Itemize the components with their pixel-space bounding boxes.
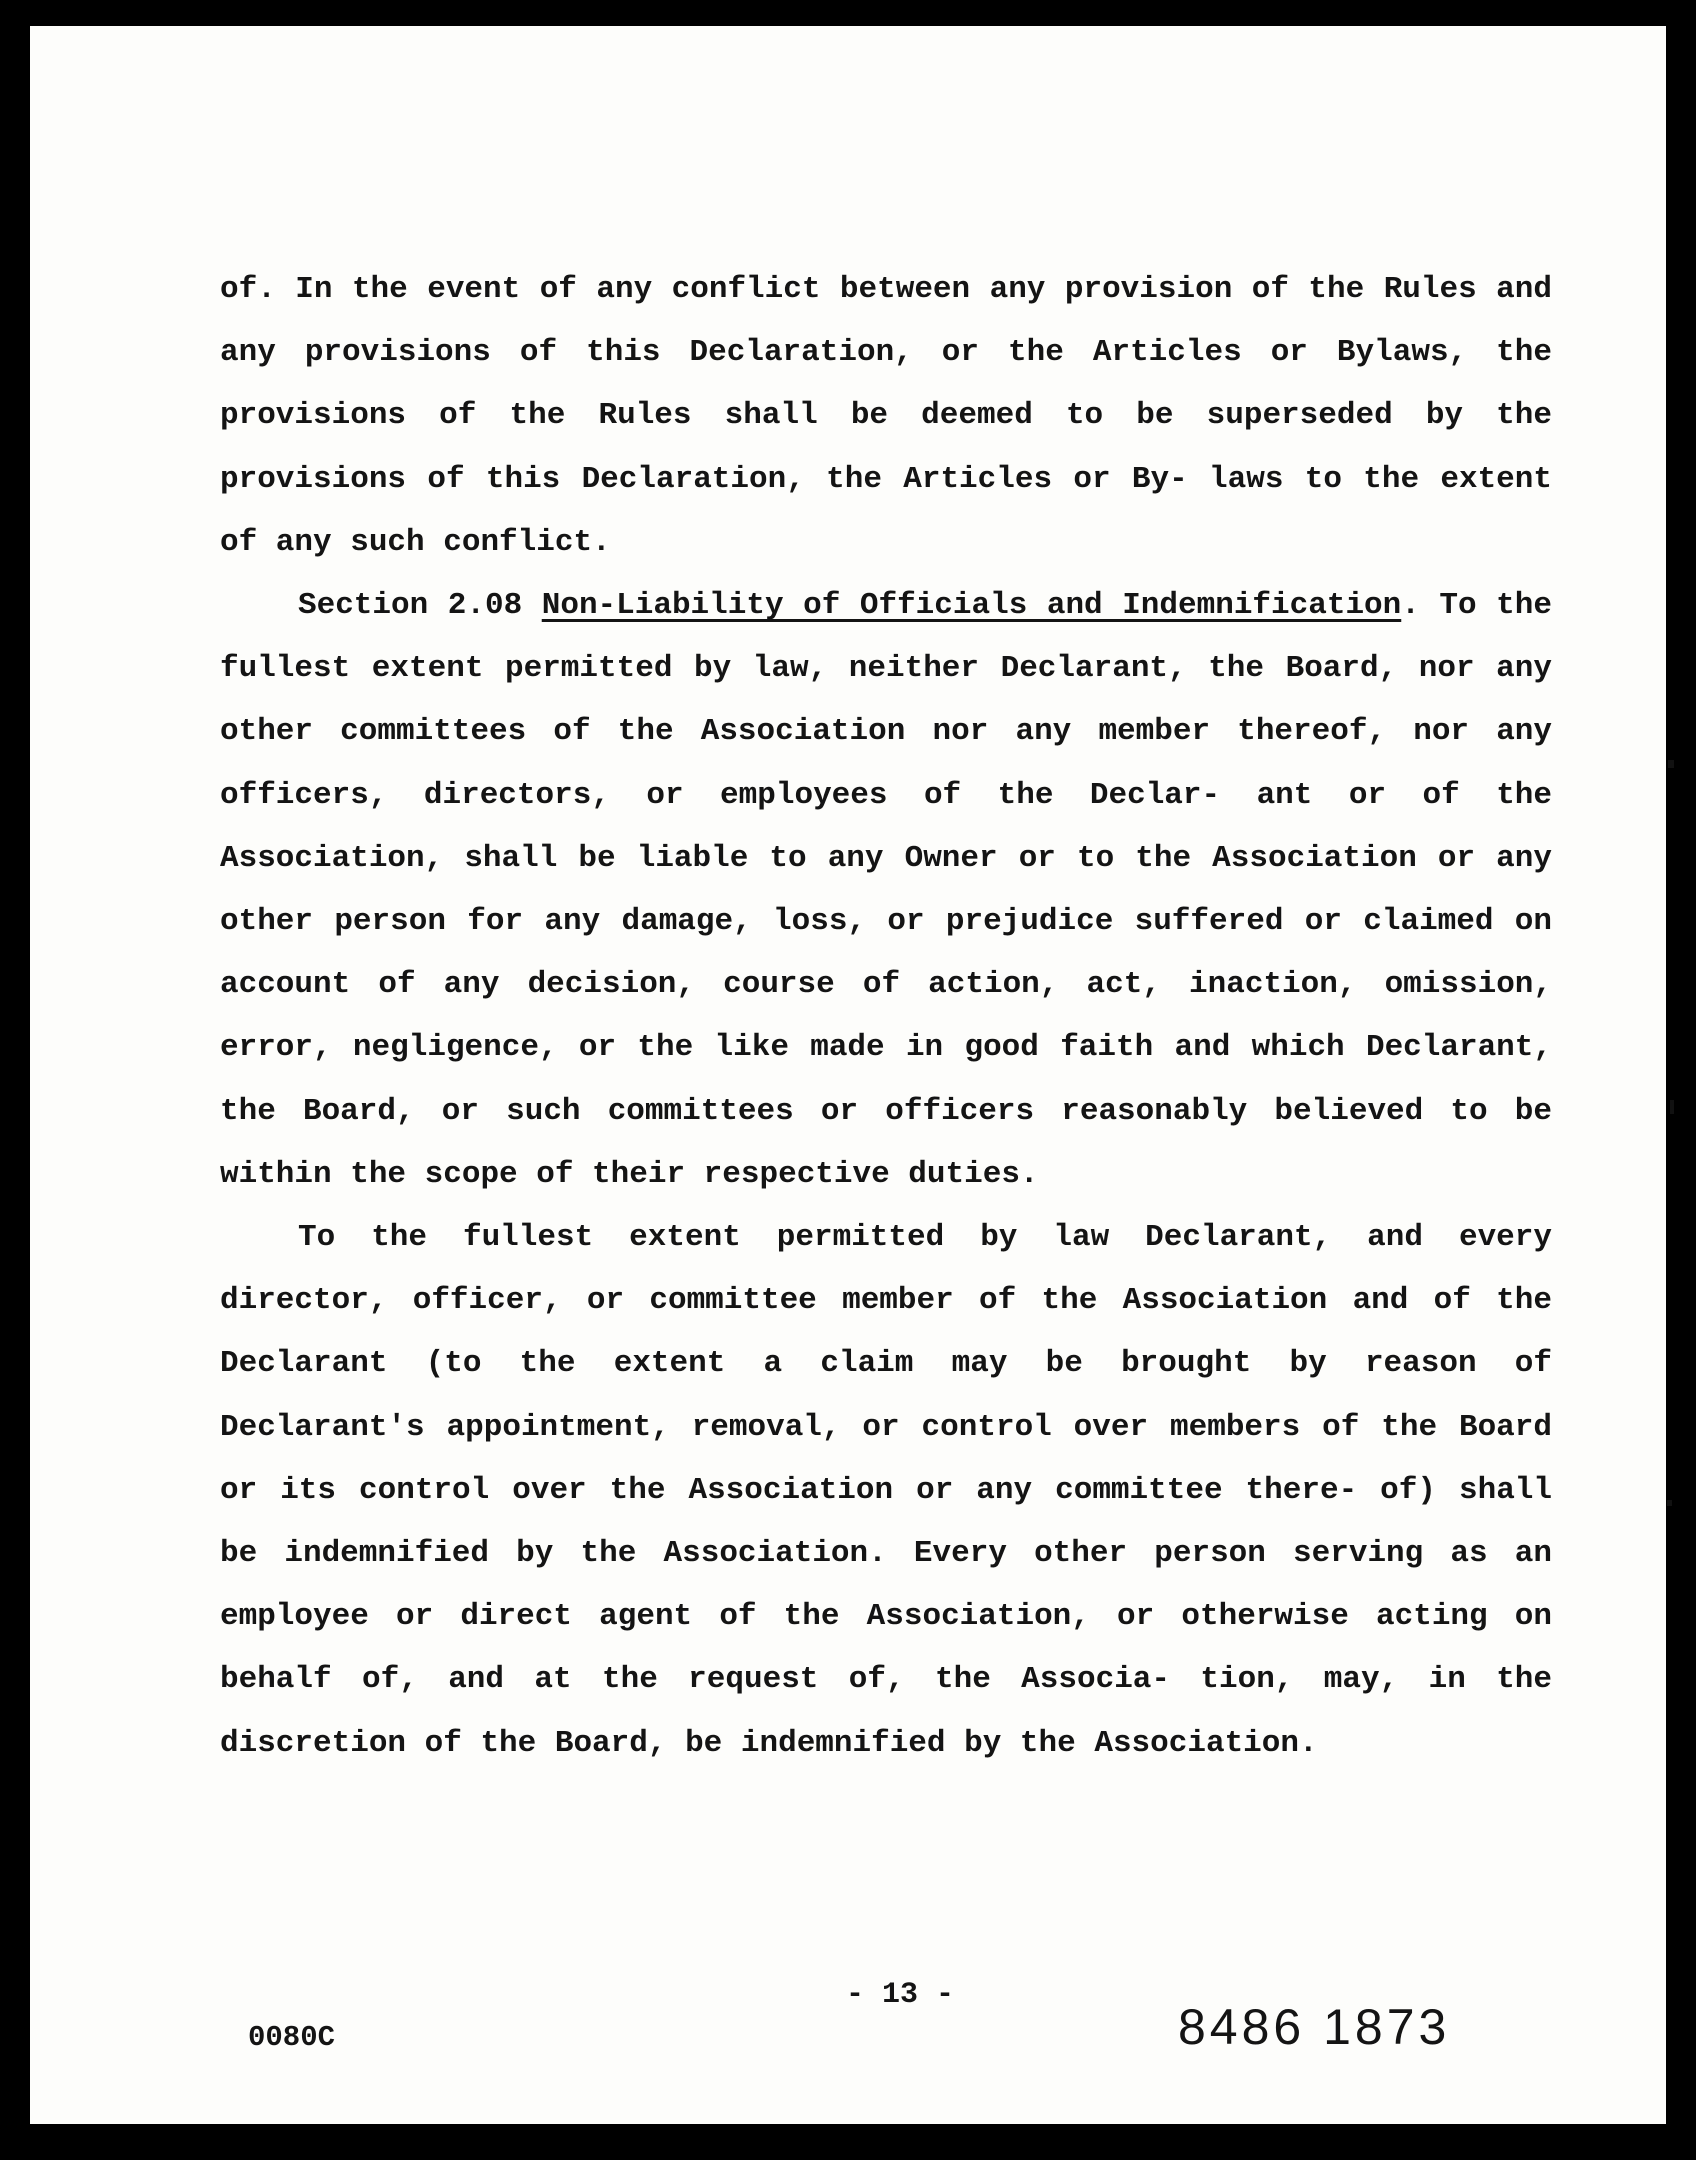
stamp-number: 8486 1873 xyxy=(1178,1999,1451,2055)
scan-artifact xyxy=(1668,760,1674,768)
paragraph-text: To the fullest extent permitted by law, neither Declarant, the Board, nor any other committees of the Association nor any member thereof, nor any officers, directors, or employees of the Declar- ant or of the Association, shall be liable to any Owner or to the Association or any other person for any damage, loss, or prejudice suffered or claimed on account of any decision, course of action, act, inaction, omission, error, negligence, or the like made in good faith and which Declarant, the Board, or such committees or officers reasonably believed to be within the scope of their respective duties. xyxy=(220,588,1552,1192)
paragraph-text: of. In the event of any conflict between any provision of the Rules and any provisions of this Declaration, or the Articles or Bylaws, the provisions of the Rules shall be deemed to be superseded by the provisions of this Declaration, the Articles or By- laws to the extent of any such conflict. xyxy=(220,272,1552,560)
document-page xyxy=(30,26,1666,2124)
paragraph-text: To the fullest extent permitted by law Declarant, and every director, officer, or committee member of the Association and of the Declarant (to the extent a claim may be brought by reason of Declarant's appointment, removal, or control over members of the Board or its control over the Association or any committee there- of) shall be indemnified by the Association. Every other person serving as an employee or direct agent of the Association, or otherwise acting on behalf of, and at the request of, the Associa- tion, may, in the discretion of the Board, be indemnified by the Association. xyxy=(220,1220,1552,1761)
scan-artifact xyxy=(1667,1500,1672,1506)
document-code: 0080C xyxy=(248,2021,336,2054)
section-title: Non-Liability of Officials and Indemnification xyxy=(541,588,1402,624)
paragraph-section-2-08: Section 2.08 Non-Liability of Officials and Indemnification. To the fullest extent permitted by law, neither Declarant, the Board, nor any other committees of the Association nor any member thereof, nor any officers, directors, or employees of the Declar- ant or of the Association, shall be liable to any Owner or to the Association or any other person for any damage, loss, or prejudice suffered or claimed on account of any decision, course of action, act, inaction, omission, error, negligence, or the like made in good faith and which Declarant, the Board, or such committees or officers reasonably believed to be within the scope of their respective duties. xyxy=(220,588,1552,1192)
scan-artifact xyxy=(1670,1100,1674,1114)
document-body xyxy=(220,258,1552,1775)
paragraph-conflict-rules xyxy=(220,258,1552,574)
section-label: Section 2.08 xyxy=(298,588,523,624)
page-number: - 13 - xyxy=(845,1978,955,2012)
paragraph-indemnification xyxy=(220,1206,1552,1775)
